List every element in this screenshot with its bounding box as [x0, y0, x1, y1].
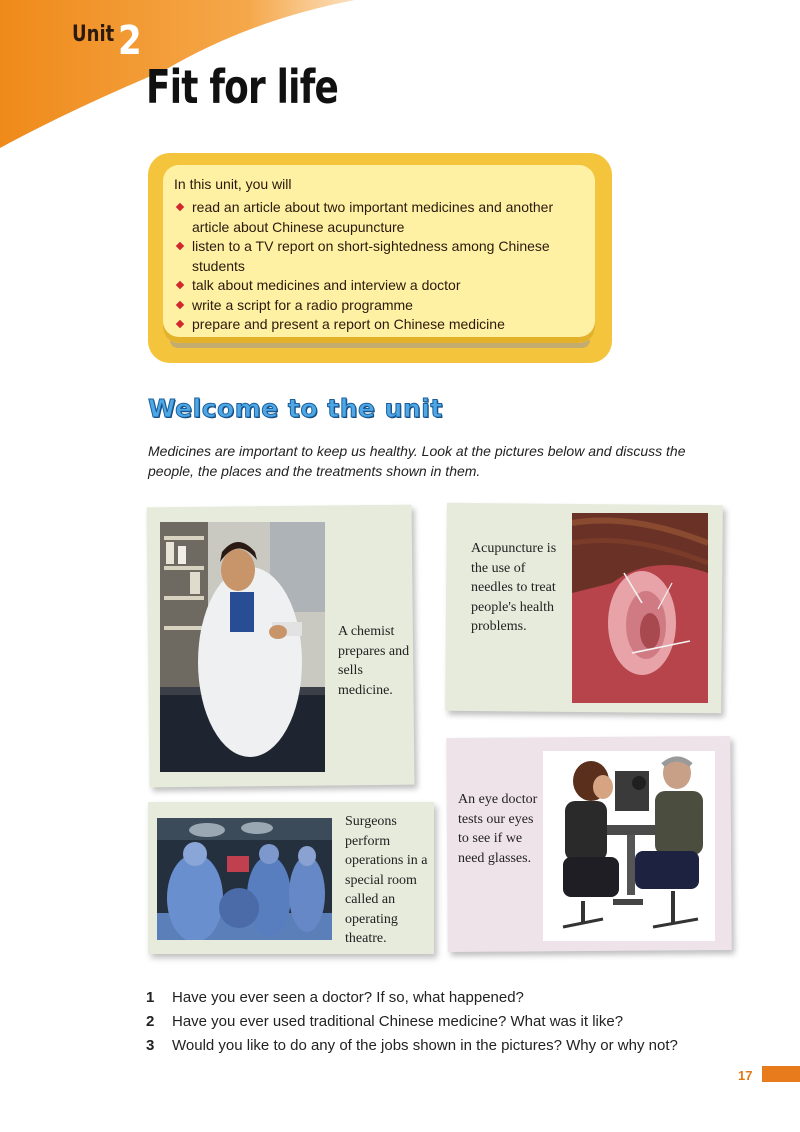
diamond-bullet-icon	[176, 203, 184, 211]
page-number: 17	[738, 1068, 753, 1083]
objective-item: talk about medicines and interview a doctor	[174, 276, 586, 296]
surgeons-photo	[157, 818, 332, 940]
diamond-bullet-icon	[176, 320, 184, 328]
diamond-bullet-icon	[176, 300, 184, 308]
unit-number: 2	[118, 18, 142, 64]
acupuncture-photo	[572, 513, 708, 703]
objective-item: write a script for a radio programme	[174, 296, 586, 316]
diamond-bullet-icon	[176, 281, 184, 289]
question-item	[146, 986, 766, 1010]
caption-acupuncture: Acupuncture is the use of needles to treat people's health problems.	[471, 541, 557, 634]
objectives-list	[174, 198, 586, 335]
section-heading: Welcome to the unit	[148, 394, 443, 423]
question-number: 3	[146, 1037, 155, 1054]
question-text: Would you like to do any of the jobs shown in the pictures? Why or why not?	[172, 1037, 678, 1054]
objectives-intro: In this unit, you will	[174, 176, 292, 192]
page-number-bar	[762, 1066, 800, 1082]
question-number: 2	[146, 1013, 155, 1030]
diamond-bullet-icon	[176, 242, 184, 250]
caption-surgeons: Surgeons perform operations in a special room called an operating theatre.	[345, 814, 428, 946]
objective-item: prepare and present a report on Chinese medicine	[174, 315, 586, 335]
objective-item: listen to a TV report on short-sightedness among Chinese students	[174, 237, 586, 276]
question-text: Have you ever seen a doctor? If so, what happened?	[172, 989, 524, 1006]
section-intro: Medicines are important to keep us healthy. Look at the pictures below and discuss the people, the places and the treatments shown in them.	[148, 443, 686, 479]
discussion-questions	[146, 986, 766, 1058]
question-number: 1	[146, 989, 155, 1006]
caption-chemist: A chemist prepares and sells medicine.	[338, 624, 410, 698]
chemist-photo	[160, 522, 325, 772]
objective-item: read an article about two important medicines and another article about Chinese acupuncture	[174, 198, 586, 237]
caption-eye-doctor: An eye doctor tests our eyes to see if we need glasses.	[458, 792, 538, 866]
unit-label: Unit	[72, 22, 115, 47]
question-item	[146, 1010, 766, 1034]
question-item	[146, 1034, 766, 1058]
page-title: Fit for life	[146, 60, 339, 114]
question-text: Have you ever used traditional Chinese medicine? What was it like?	[172, 1013, 624, 1030]
eye-doctor-photo	[543, 751, 715, 941]
